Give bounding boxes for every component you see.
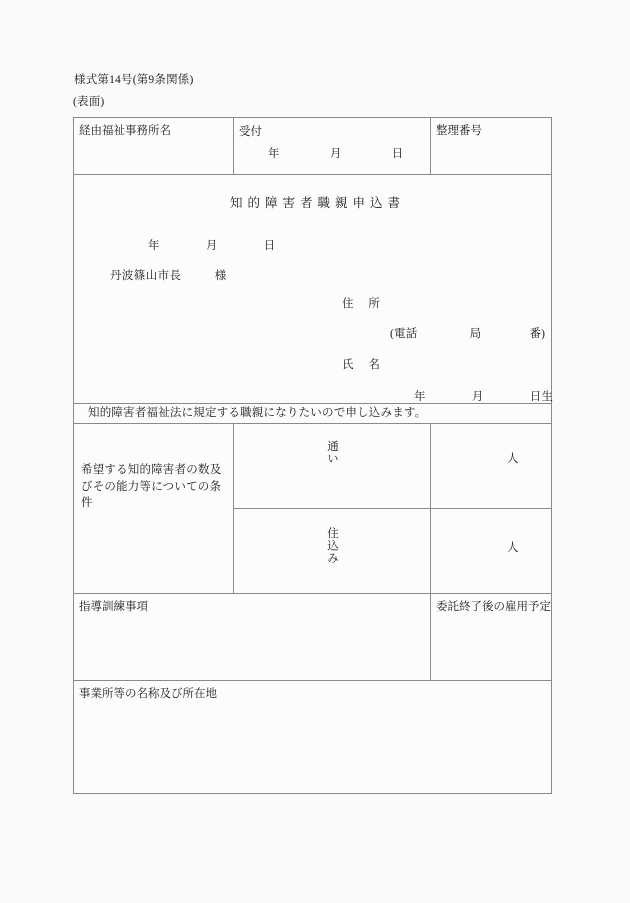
table-row-office <box>74 681 552 794</box>
employment-plan-label: 委託終了後の雇用予定 <box>436 601 551 613</box>
conditions-label: 希望する知的障害者の数及びその能力等についての条件 <box>81 464 222 510</box>
application-form-table <box>73 117 552 794</box>
cell-conditions-label <box>74 424 234 594</box>
cell-training-items[interactable] <box>74 594 431 681</box>
live-in-unit: 人 <box>507 542 519 554</box>
referral-office-label: 経由福祉事務所名 <box>79 125 171 137</box>
receipt-label: 受付 <box>239 126 262 138</box>
page-title: 知的障害者職親申込書 <box>229 196 405 210</box>
cell-referral-office[interactable] <box>74 118 234 175</box>
addressee-honorific: 様 <box>214 270 227 282</box>
cell-title-applicant <box>74 175 552 404</box>
receipt-month: 月 <box>329 148 342 160</box>
cell-receipt-date[interactable] <box>234 118 431 175</box>
application-date-line[interactable] <box>74 211 551 253</box>
table-row-commute <box>74 424 552 509</box>
application-month: 月 <box>205 240 218 252</box>
live-in-label: 住込み <box>326 527 339 565</box>
cell-employment-plan[interactable] <box>431 594 552 681</box>
address-label: 住 所 <box>342 298 386 310</box>
cell-commute-label <box>234 424 431 509</box>
addressee-name: 丹波篠山市長 <box>110 270 182 282</box>
phone-exchange-label: 局 <box>469 327 482 340</box>
receipt-date-line <box>234 139 430 161</box>
phone-close-paren: 番) <box>529 327 546 340</box>
phone-line[interactable] <box>342 311 551 341</box>
statement-text: 知的障害者福祉法に規定する職親になりたいので申し込みます。 <box>88 407 427 419</box>
applicant-block <box>74 283 554 403</box>
control-number-label: 整理番号 <box>436 125 482 137</box>
cell-live-in-count[interactable] <box>431 509 552 594</box>
training-items-label: 指導訓練事項 <box>79 601 148 613</box>
office-label: 事業所等の名称及び所在地 <box>79 688 217 700</box>
cell-live-in-label <box>234 509 431 594</box>
application-year: 年 <box>148 240 160 252</box>
birth-year: 年 <box>414 390 426 403</box>
application-day: 日 <box>263 240 276 252</box>
cell-office-info[interactable] <box>74 681 552 794</box>
phone-open-paren: (電話 <box>390 327 418 340</box>
birth-month: 月 <box>471 390 484 403</box>
cell-statement <box>74 404 552 424</box>
birthdate-line[interactable] <box>342 372 554 404</box>
cell-control-number[interactable] <box>431 118 552 175</box>
commute-unit: 人 <box>507 453 519 465</box>
table-row-training <box>74 594 552 681</box>
cell-commute-count[interactable] <box>431 424 552 509</box>
table-row-title-applicant <box>74 175 552 404</box>
commute-label: 通い <box>326 440 339 465</box>
form-number: 様式第14号(第9条関係) <box>74 74 194 86</box>
birth-day: 日生 <box>529 390 554 403</box>
table-row-receipt <box>74 118 552 175</box>
name-label: 氏 名 <box>342 359 386 371</box>
form-side-label: (表面) <box>73 96 105 108</box>
receipt-day: 日 <box>391 148 404 160</box>
receipt-year: 年 <box>268 148 280 160</box>
addressee-line <box>74 253 551 283</box>
table-row-statement <box>74 404 552 424</box>
